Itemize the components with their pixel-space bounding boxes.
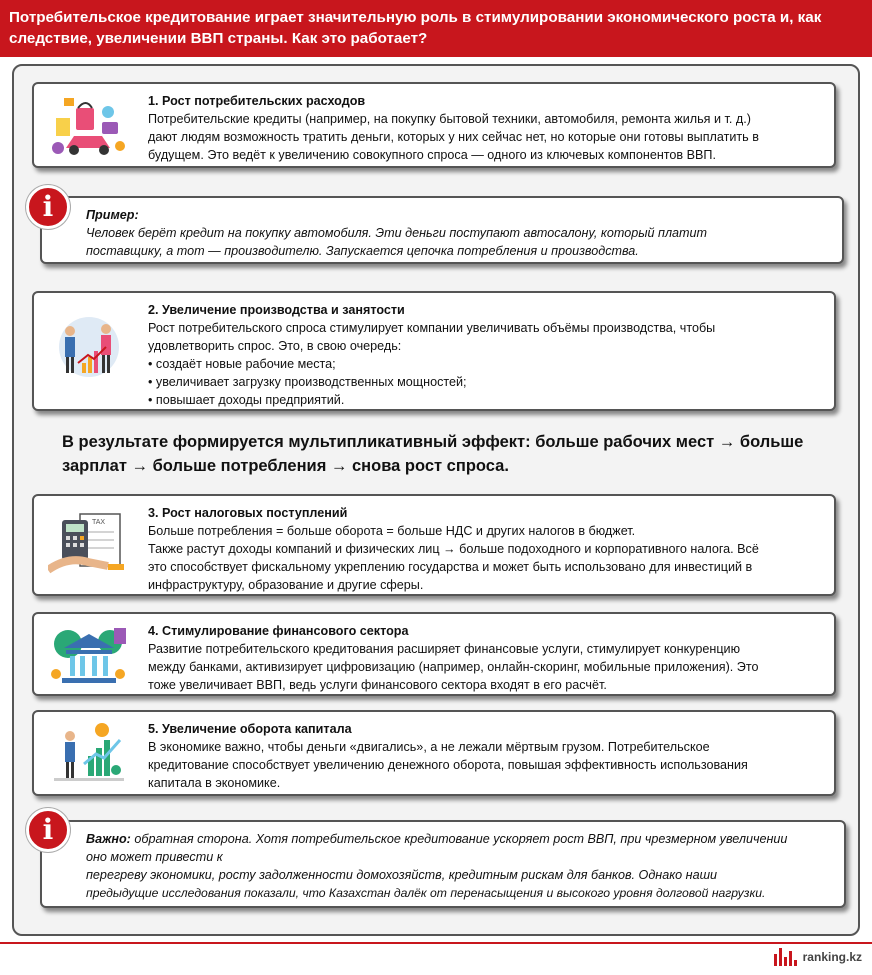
section-line: тоже увеличивает ВВП, ведь услуги финансового сектора входят в его расчёт. [148, 678, 607, 692]
section-line: Рост потребительского спроса стимулирует компании увеличивать объёмы производства, чтобы [148, 321, 716, 335]
section-line: капитала в экономике. [148, 776, 281, 790]
section-line: между банками, активизирует цифровизацию (например, онлайн-скоринг, мобильные приложения). Это [148, 660, 759, 674]
warning-note [40, 820, 846, 908]
note-line: перегреву экономики, росту задолженности домохозяйств, кредитным рискам для банков. Однако наши [86, 868, 718, 882]
section-title: 4. Стимулирование финансового сектора [148, 624, 409, 638]
section-financial-sector [32, 612, 836, 696]
section-consumer-spending [32, 82, 836, 168]
section-line: будущем. Это ведёт к увеличению совокупного спроса — одного из ключевых компонентов ВВП. [148, 148, 716, 162]
section-line: кредитование способствует увеличению денежного оборота, повышая эффективность использования [148, 758, 748, 772]
section-line: • создаёт новые рабочие места; [148, 357, 336, 371]
section-title: 2. Увеличение производства и занятости [148, 303, 405, 317]
section-line: это способствует фискальному укреплению государства и может быть использовано для инвестиций в [148, 560, 753, 574]
info-icon: i [26, 185, 70, 229]
section-line: • увеличивает загрузку производственных мощностей; [148, 375, 467, 389]
logo-text: ranking.kz [802, 950, 862, 964]
section-title: 3. Рост налоговых поступлений [148, 506, 348, 520]
section-production-employment [32, 291, 836, 411]
section-line: дают людям возможность тратить деньги, которых у них сейчас нет, но которые они готовы выплатить в [148, 130, 759, 144]
section-line: В экономике важно, чтобы деньги «двигались», а не лежали мёртвым грузом. Потребительское [148, 740, 710, 754]
section-capital-turnover [32, 710, 836, 796]
logo-bars-icon [774, 948, 797, 966]
section-line: • повышает доходы предприятий. [148, 393, 345, 407]
section-line: Развитие потребительского кредитования расширяет финансовые услуги, стимулирует конкуренцию [148, 642, 741, 656]
brand-logo[interactable] [774, 947, 862, 967]
footer-rule [0, 942, 872, 944]
section-line: Больше потребления = больше оборота = больше НДС и других налогов в бюджет. [148, 524, 636, 538]
note-line: оно может привести к [86, 850, 223, 864]
note-line: обратная сторона. Хотя потребительское кредитование ускоряет рост ВВП, при чрезмерном увеличении [134, 832, 788, 846]
shopping-icon [48, 92, 130, 162]
note-label: Пример: [86, 208, 139, 222]
note-line: предыдущие исследования показали, что Казахстан далёк от перенасыщения и высокого уровня долговой нагрузки. [86, 886, 766, 900]
section-tax-revenue [32, 494, 836, 596]
info-icon: i [26, 808, 70, 852]
section-title: 5. Увеличение оборота капитала [148, 722, 352, 736]
section-line: Потребительские кредиты (например, на покупку бытовой техники, автомобиля, ремонта жилья и т. д.) [148, 112, 751, 126]
note-line: Человек берёт кредит на покупку автомобиля. Эти деньги поступают автосалону, который платит [86, 226, 708, 240]
multiplier-effect: В результате формируется мультипликативный эффект: больше рабочих мест → больше зарплат → больше потребления → снова рост спроса. [62, 433, 804, 475]
team-growth-icon [48, 313, 130, 383]
note-line: поставщику, а тот — производителю. Запускается цепочка потребления и производства. [86, 244, 639, 258]
investor-growth-icon [48, 720, 130, 790]
note-line [86, 830, 834, 848]
bank-icon [48, 622, 130, 692]
tax-label: TAX [92, 519, 106, 526]
section-line: Также растут доходы компаний и физических лиц → больше подоходного и корпоративного налога. Всё [148, 542, 759, 556]
section-title: 1. Рост потребительских расходов [148, 94, 366, 108]
page-title: Потребительское кредитование играет значительную роль в стимулировании экономического роста и, как следствие, увеличении ВВП страны. Как это работает? [0, 0, 872, 57]
section-line: инфраструктуру, образование и другие сферы. [148, 578, 424, 592]
example-note [40, 196, 844, 264]
note-label: Важно: [86, 832, 131, 846]
tax-calculator-icon [48, 510, 130, 580]
section-line: удовлетворить спрос. Это, в свою очередь: [148, 339, 402, 353]
